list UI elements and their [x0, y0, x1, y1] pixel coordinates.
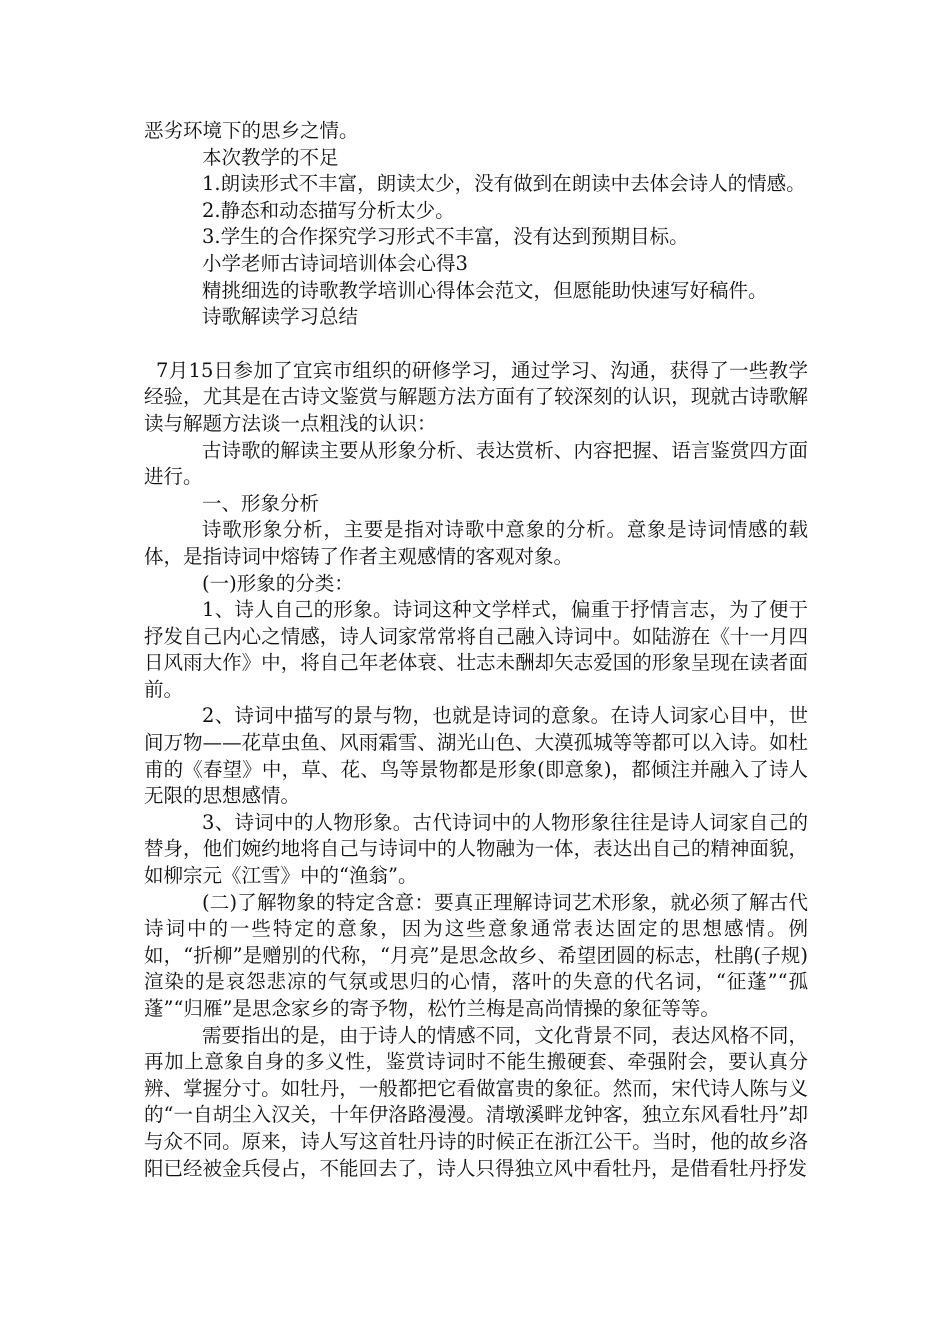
subsection-heading: (一)形象的分类： — [202, 571, 354, 595]
list-item: 3.学生的合作探究学习形式不丰富，没有达到预期目标。 — [202, 225, 689, 249]
section-heading: 本次教学的不足 — [202, 145, 339, 169]
paragraph: 3、诗词中的人物形象。古代诗词中的人物形象往往是诗人词家自己的替身，他们婉约地将自己与诗词中的人物融为一体，表达出自己的精神面貌，如柳宗元《江雪》中的“渔翁”。 — [144, 810, 808, 888]
paragraph: 1、诗人自己的形象。诗词这种文学样式，偏重于抒情言志，为了便于抒发自己内心之情感，诗人词家常常将自己融入诗词中。如陆游在《十一月四日风雨大作》中，将自己年老体衰、壮志未酬却矢志爱国的形象呈现在读者面前。 — [144, 598, 808, 701]
paragraph: 7月15日参加了宜宾市组织的研修学习，通过学习、沟通，获得了一些教学经验，尤其是在古诗文鉴赏与解题方法方面有了较深刻的认识，现就古诗歌解读与解题方法谈一点粗浅的认识： — [144, 358, 808, 435]
paragraph: 古诗歌的解读主要从形象分析、表达赏析、内容把握、语言鉴赏四方面进行。 — [144, 438, 808, 489]
paragraph: 2、诗词中描写的景与物，也就是诗词的意象。在诗人词家心目中，世间万物——花草虫鱼、风雨霜雪、湖光山色、大漠孤城等等都可以入诗。如杜甫的《春望》中，草、花、鸟等景物都是形象(即意象)，都倾注并融入了诗人无限的思想感情。 — [144, 704, 808, 808]
paragraph: 恶劣环境下的思乡之情。 — [144, 119, 359, 142]
section-heading: 一、形象分析 — [202, 491, 320, 515]
blank-line — [144, 331, 808, 358]
paragraph: 诗歌形象分析，主要是指对诗歌中意象的分析。意象是诗词情感的载体，是指诗词中熔铸了作者主观感情的客观对象。 — [144, 518, 808, 568]
paragraph: 精挑细选的诗歌教学培训心得体会范文，但愿能助快速写好稿件。 — [202, 278, 768, 302]
section-heading: 诗歌解读学习总结 — [202, 305, 359, 329]
list-item: 1.朗读形式不丰富，朗读太少，没有做到在朗读中去体会诗人的情感。 — [202, 172, 806, 196]
list-item: 2.静态和动态描写分析太少。 — [202, 198, 455, 222]
paragraph: (二)了解物象的特定含意：要真正理解诗词艺术形象，就必须了解古代诗词中的一些特定的意象，因为这些意象通常表达固定的思想感情。例如，“折柳”是赠别的代称，“月亮”是思念故乡、希望团圆的标志，杜鹃(子规)渲染的是哀怨悲凉的气氛或思归的心情，落叶的失意的代名词，“征蓬”“孤蓬”“归雁”是思念家乡的寄予物，松竹兰梅是高尚情操的象征等等。 — [144, 890, 808, 1020]
article-title: 小学老师古诗词培训体会心得3 — [202, 251, 468, 275]
paragraph: 需要指出的是，由于诗人的情感不同，文化背景不同，表达风格不同，再加上意象自身的多义性，鉴赏诗词时不能生搬硬套、牵强附会，要认真分辨、掌握分寸。如牡丹，一般都把它看做富贵的象征。然而，宋代诗人陈与义的“一自胡尘入汉关，十年伊洛路漫漫。清墩溪畔龙钟客，独立东风看牡丹”却与众不同。原来，诗人写这首牡丹诗的时候正在浙江公干。当时，他的故乡洛阳已经被金兵侵占，不能回去了，诗人只得独立风中看牡丹，是借看牡丹抒发 — [144, 1023, 808, 1180]
document-page — [144, 118, 808, 1182]
